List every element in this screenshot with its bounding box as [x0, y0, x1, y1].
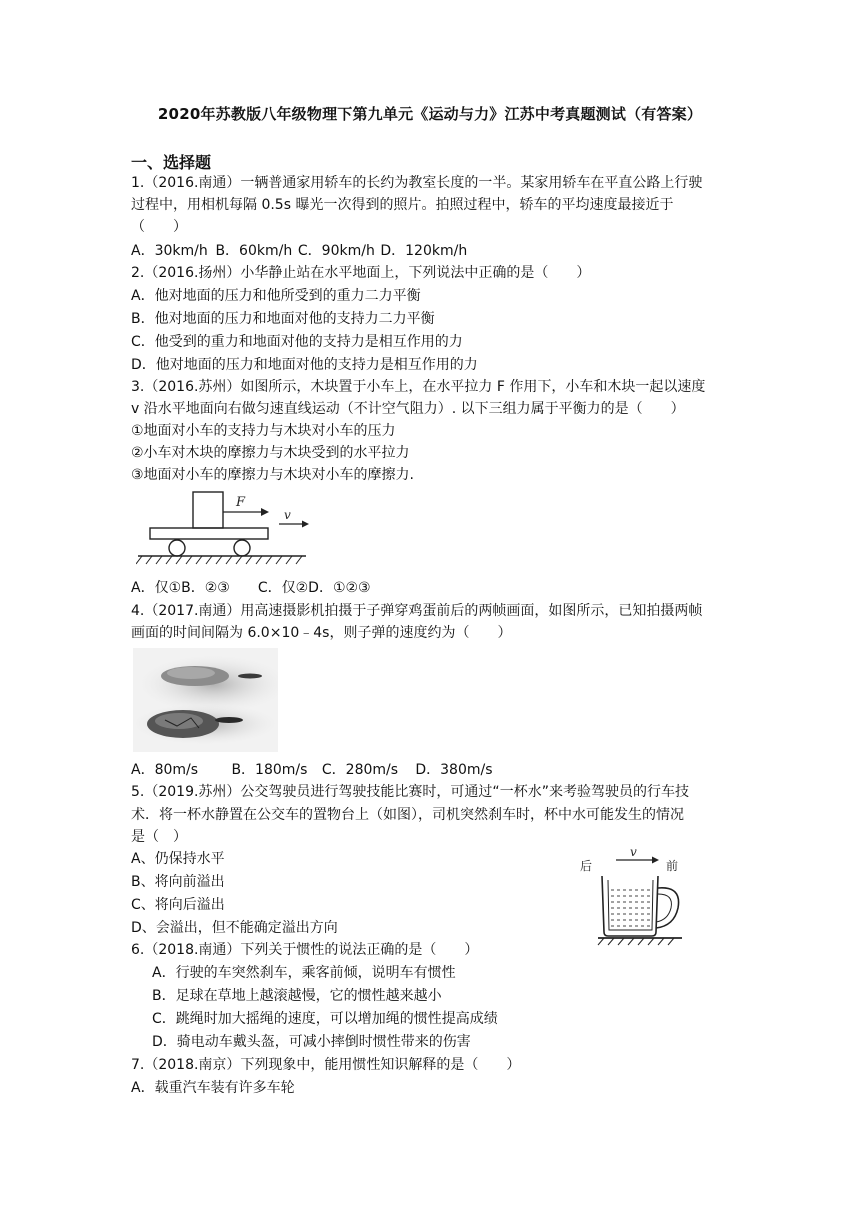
question-5-option-d: D、会溢出，但不能确定溢出方向 — [131, 920, 338, 936]
question-3-statement-1: ①地面对小车的支持力与木块对小车的压力 — [131, 423, 396, 439]
question-4-line-1: 4.（2017.南通）用高速摄影机拍摄于子弹穿鸡蛋前后的两帧画面，如图所示，已知拍摄两帧 — [131, 603, 703, 619]
question-2-option-c: C．他受到的重力和地面对他的支持力是相互作用的力 — [131, 334, 463, 350]
velocity-label: v — [284, 508, 291, 522]
question-1-options — [131, 240, 467, 262]
question-4-option-b: B．180m/s — [231, 762, 308, 778]
question-1-line-2: 过程中，用相机每隔 0.5s 曝光一次得到的照片。拍照过程中，轿车的平均速度最接近于 — [131, 197, 674, 213]
question-1-line-3: （ ） — [131, 219, 187, 235]
question-1-option-a: A．30km/h — [131, 243, 208, 259]
document-title: 2020年苏教版八年级物理下第九单元《运动与力》江苏中考真题测试（有答案） — [157, 105, 703, 123]
question-4-option-a: A．80m/s — [131, 762, 199, 778]
question-3-line-1: 3.（2016.苏州）如图所示，木块置于小车上，在水平拉力 F 作用下，小车和木块一起以速度 — [131, 379, 706, 395]
question-2-option-b: B．他对地面的压力和地面对他的支持力二力平衡 — [131, 311, 435, 327]
question-7-option-a: A．载重汽车装有许多车轮 — [131, 1080, 295, 1096]
question-6-option-b: B．足球在草地上越滚越慢，它的惯性越来越小 — [152, 988, 442, 1004]
question-6-option-d: D．骑电动车戴头盔，可减小摔倒时惯性带来的伤害 — [152, 1034, 471, 1050]
question-1-option-d: D．120km/h — [380, 243, 468, 259]
velocity-label: v — [630, 845, 637, 859]
rear-label: 后 — [580, 859, 593, 873]
question-5-line-3: 是（ ） — [131, 829, 187, 845]
question-3-statement-2: ②小车对木块的摩擦力与木块受到的水平拉力 — [131, 445, 410, 461]
question-5-line-2: 术．将一杯水静置在公交车的置物台上（如图），司机突然刹车时，杯中水可能发生的情况 — [131, 807, 684, 823]
question-1-option-c: C．90km/h — [297, 243, 375, 259]
question-4-line-2: 画面的时间间隔为 6.0×10﹣4s，则子弹的速度约为（ ） — [131, 625, 512, 641]
question-2-line-1: 2.（2016.扬州）小华静止站在水平地面上，下列说法中正确的是（ ） — [131, 265, 591, 281]
question-2-option-a: A．他对地面的压力和他所受到的重力二力平衡 — [131, 288, 421, 304]
question-4-option-c: C．280m/s — [321, 762, 399, 778]
question-1-line-1: 1.（2016.南通）一辆普通家用轿车的长约为教室长度的一半。某家用轿车在平直公路上行驶 — [131, 175, 703, 191]
question-5-option-c: C、将向后溢出 — [131, 897, 225, 913]
question-3-options: A．仅①B．②③ C．仅②D．①②③ — [131, 580, 371, 596]
question-1-option-b: B．60km/h — [215, 243, 293, 259]
question-6-option-c: C．跳绳时加大摇绳的速度，可以增加绳的惯性提高成绩 — [152, 1011, 498, 1027]
section-heading: 一、选择题 — [131, 153, 212, 172]
question-7-line-1: 7.（2018.南京）下列现象中，能用惯性知识解释的是（ ） — [131, 1057, 521, 1073]
question-5-option-b: B、将向前溢出 — [131, 874, 225, 890]
question-4-options — [131, 759, 493, 781]
front-label: 前 — [666, 859, 679, 873]
bullet-egg-photo — [133, 648, 278, 752]
cart-block-figure — [136, 488, 316, 570]
question-6-line-1: 6.（2018.南通）下列关于惯性的说法正确的是（ ） — [131, 942, 479, 958]
cup-of-water-figure — [574, 838, 704, 948]
question-6-option-a: A．行驶的车突然刹车，乘客前倾，说明车有惯性 — [152, 965, 456, 981]
force-label: F — [236, 495, 246, 510]
question-5-option-a: A、仍保持水平 — [131, 851, 225, 867]
question-4-option-d: D．380m/s — [415, 762, 493, 778]
question-2-option-d: D．他对地面的压力和地面对他的支持力是相互作用的力 — [131, 357, 478, 373]
question-3-line-2: v 沿水平地面向右做匀速直线运动（不计空气阻力）. 以下三组力属于平衡力的是（ ） — [131, 401, 685, 417]
question-5-line-1: 5.（2019.苏州）公交驾驶员进行驾驶技能比赛时，可通过“一杯水”来考验驾驶员的行车技 — [131, 784, 689, 800]
question-3-statement-3: ③地面对小车的摩擦力与木块对小车的摩擦力. — [131, 467, 414, 483]
